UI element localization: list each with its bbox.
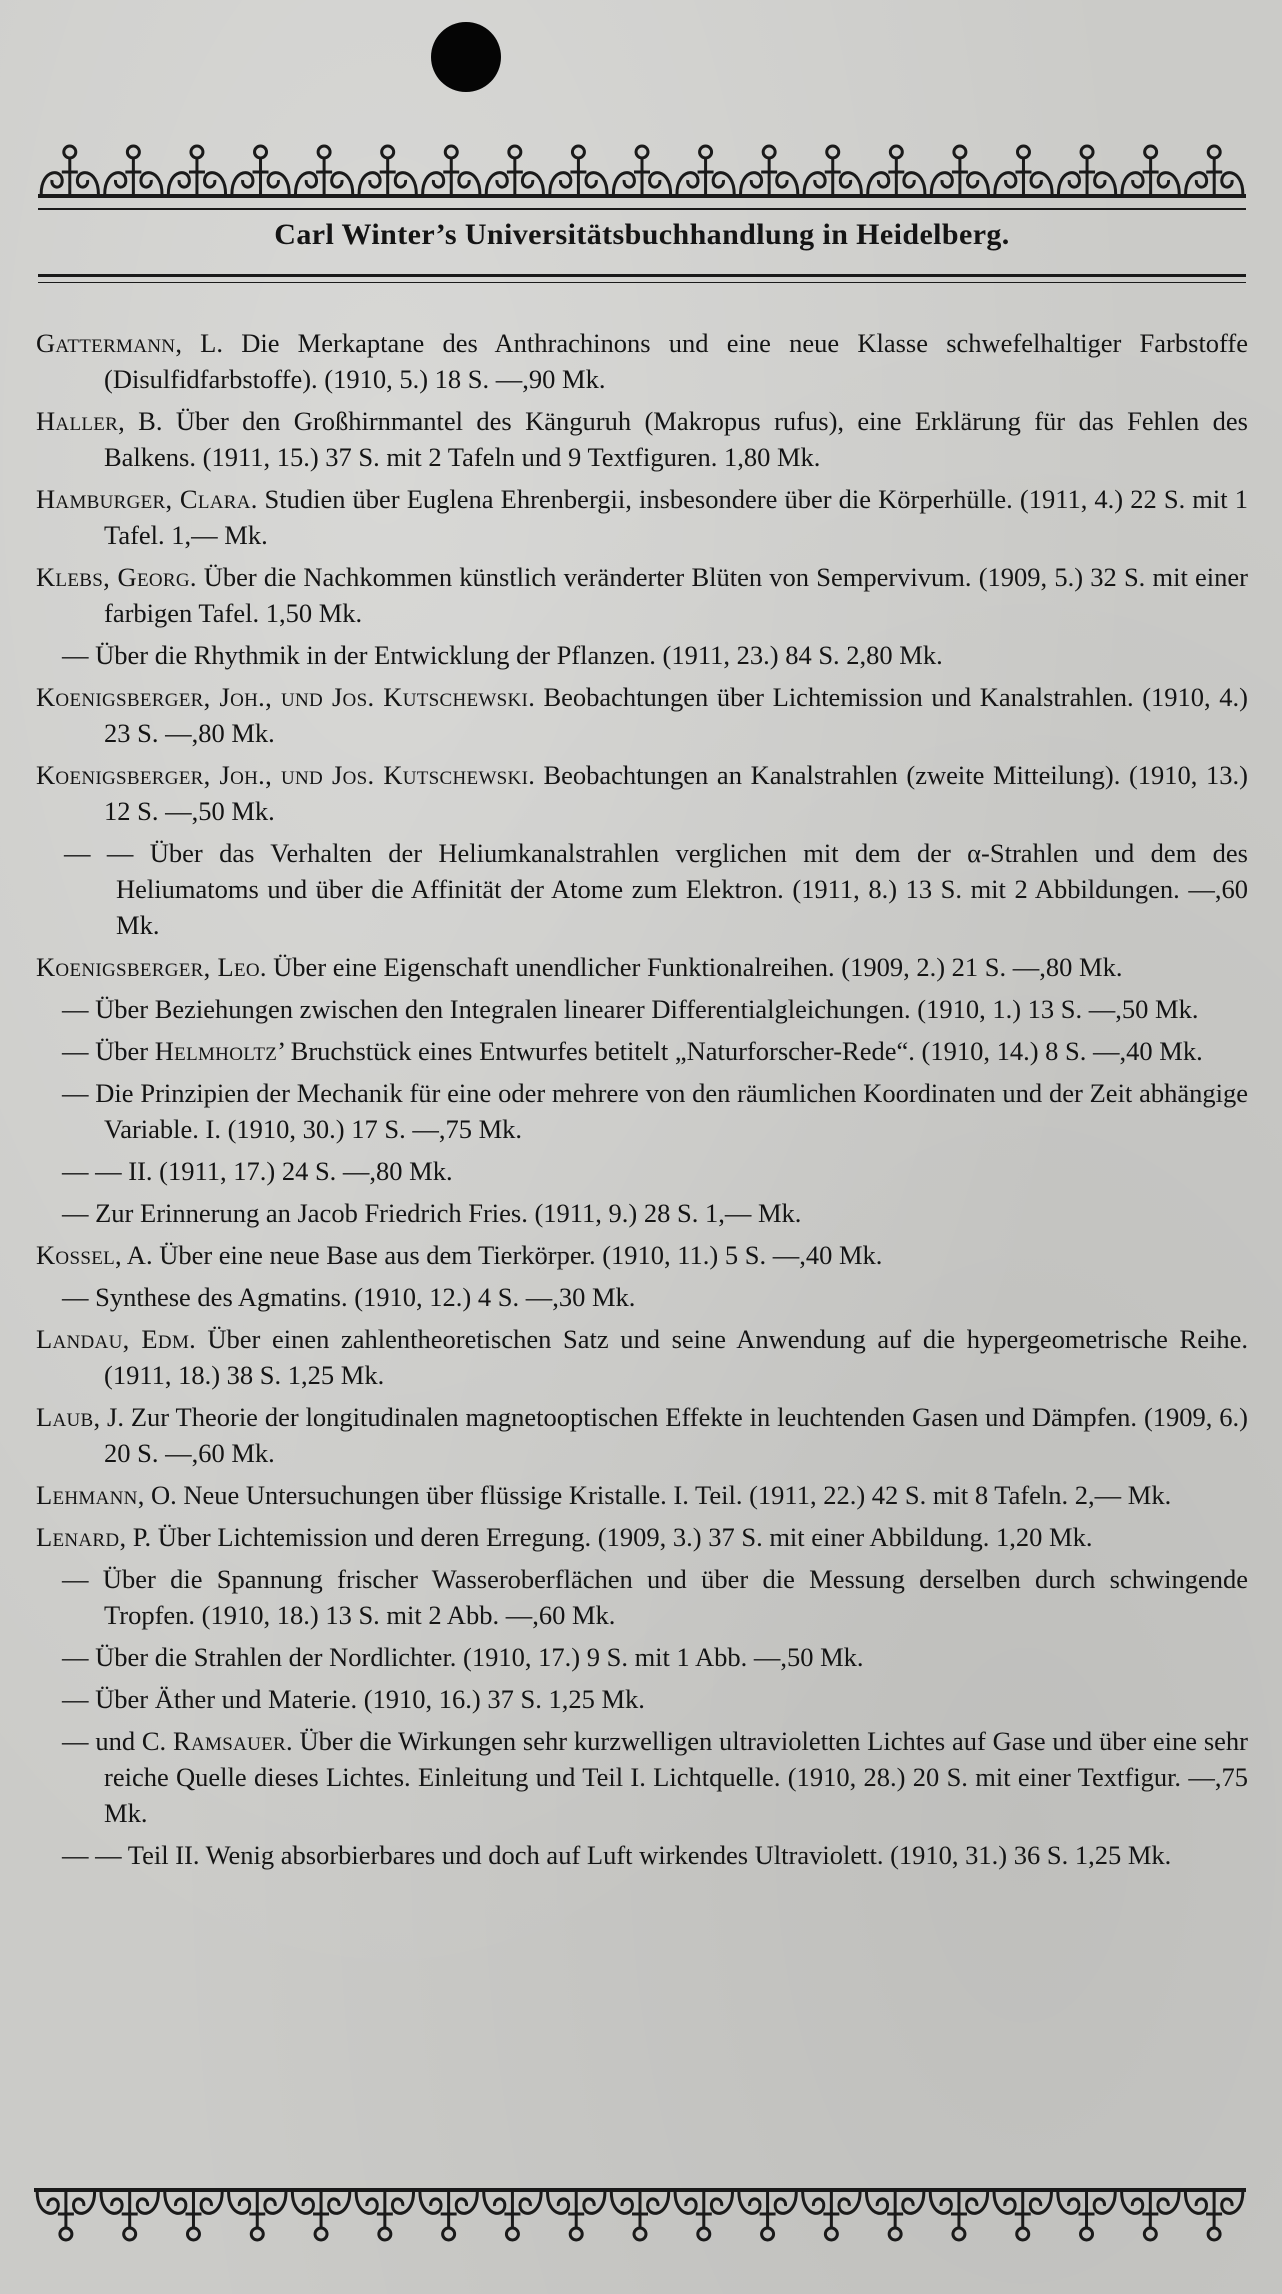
entry-text: — Über xyxy=(62,1036,155,1066)
entry-author: Kossel xyxy=(36,1240,116,1270)
catalog-entry xyxy=(36,559,1248,631)
entry-text: . Studien über Euglena Ehrenbergii, insbesondere über die Körperhülle. (1911, 4.) 22 S. mit 1 Tafel. 1,— Mk. xyxy=(104,484,1248,550)
catalog-entry xyxy=(36,679,1248,751)
catalog-entry xyxy=(36,757,1248,829)
entry-text: ’ Bruchstück eines Entwurfes betitelt „Naturforscher-Rede“. (1910, 14.) 8 S. —,40 Mk. xyxy=(277,1036,1203,1066)
entry-text: . Über eine Eigenschaft unendlicher Funktionalreihen. (1909, 2.) 21 S. —,80 Mk. xyxy=(259,952,1123,982)
entry-text: — Über die Spannung frischer Wasseroberflächen und über die Messung derselben durch schwingende Tropfen. (1910, 18.) 13 S. mit 2 Abb. —,60 Mk. xyxy=(62,1564,1248,1630)
entry-text: — Synthese des Agmatins. (1910, 12.) 4 S. —,30 Mk. xyxy=(62,1282,636,1312)
catalog-entry xyxy=(36,325,1248,397)
ornament-border-bottom xyxy=(34,2184,1246,2244)
entry-text: . Über die Nachkommen künstlich veränderter Blüten von Sempervivum. (1909, 5.) 32 S. mit einer farbigen Tafel. 1,50 Mk. xyxy=(104,562,1248,628)
catalog-entry xyxy=(36,1519,1248,1555)
catalog-subentry xyxy=(36,835,1248,943)
catalog-subentry xyxy=(36,1279,1248,1315)
entry-text: , B. Über den Großhirnmantel des Känguruh (Makropus rufus), eine Erklärung für das Fehlen des Balkens. (1911, 15.) 37 S. mit 2 Tafeln und 9 Textfiguren. 1,80 Mk. xyxy=(104,406,1248,472)
catalog-entry xyxy=(36,1237,1248,1273)
entry-text: . Über einen zahlentheoretischen Satz und seine Anwendung auf die hypergeometrische Reihe. (1911, 18.) 38 S. 1,25 Mk. xyxy=(104,1324,1248,1390)
catalog-subentry xyxy=(36,1723,1248,1831)
entry-text: , L. Die Merkaptane des Anthrachinons und eine neue Klasse schwefelhaltiger Farbstoffe (Disulfidfarbstoffe). (1910, 5.) 18 S. —,90 Mk. xyxy=(104,328,1248,394)
entry-author: Gattermann xyxy=(36,328,176,358)
catalog-entry xyxy=(36,1321,1248,1393)
entry-text: . Beobachtungen an Kanalstrahlen (zweite Mitteilung). (1910, 13.) 12 S. —,50 Mk. xyxy=(104,760,1249,826)
header-rule-top xyxy=(38,208,1246,210)
entry-author: Hamburger, Clara xyxy=(36,484,251,514)
entry-author: Koenigsberger, Leo xyxy=(36,952,260,982)
entry-author: Lehmann xyxy=(36,1480,138,1510)
entry-text: , O. Neue Untersuchungen über flüssige Kristalle. I. Teil. (1911, 22.) 42 S. mit 8 Tafeln. 2,— Mk. xyxy=(137,1480,1172,1510)
entry-text: . Über die Wirkungen sehr kurzwelligen ultravioletten Lichtes auf Gase und über eine sehr reiche Quelle dieses Lichtes. Einleitung und Teil I. Lichtquelle. (1910, 28.) 20 S. mit einer Textfigur. —,75 Mk. xyxy=(104,1726,1248,1828)
entry-text: — und C. xyxy=(62,1726,174,1756)
entry-author: Landau, Edm xyxy=(36,1324,190,1354)
entry-author: Laub xyxy=(36,1402,94,1432)
entry-text: — — Teil II. Wenig absorbierbares und doch auf Luft wirkendes Ultraviolett. (1910, 31.) 36 S. 1,25 Mk. xyxy=(62,1840,1172,1870)
catalog-entries xyxy=(36,325,1248,1879)
page-header-title: Carl Winter’s Universitätsbuchhandlung in Heidelberg. xyxy=(274,218,1010,251)
catalog-subentry xyxy=(36,1639,1248,1675)
catalog-entry xyxy=(36,1399,1248,1471)
entry-text: — Über die Rhythmik in der Entwicklung der Pflanzen. (1911, 23.) 84 S. 2,80 Mk. xyxy=(62,640,943,670)
catalog-entry xyxy=(36,403,1248,475)
entry-text: — Zur Erinnerung an Jacob Friedrich Fries. (1911, 9.) 28 S. 1,— Mk. xyxy=(62,1198,802,1228)
entry-author: Koenigsberger, Joh., und Jos. Kutschewski xyxy=(36,682,529,712)
header-rule-bottom-thin xyxy=(38,282,1246,283)
entry-text: , A. Über eine neue Base aus dem Tierkörper. (1910, 11.) 5 S. —,40 Mk. xyxy=(115,1240,883,1270)
entry-text: . Beobachtungen über Lichtemission und Kanalstrahlen. (1910, 4.) 23 S. —,80 Mk. xyxy=(104,682,1248,748)
catalog-subentry xyxy=(36,1837,1248,1873)
entry-text: — Über Äther und Materie. (1910, 16.) 37 S. 1,25 Mk. xyxy=(62,1684,645,1714)
entry-text: — Über die Strahlen der Nordlichter. (1910, 17.) 9 S. mit 1 Abb. —,50 Mk. xyxy=(62,1642,864,1672)
entry-name: Ramsauer xyxy=(173,1726,286,1756)
entry-text: — — Über das Verhalten der Heliumkanalstrahlen verglichen mit dem der α-Strahlen und dem des Heliumatoms und über die Affinität der Atome zum Elektron. (1911, 8.) 13 S. mit 2 Abbildungen. —,60 Mk. xyxy=(64,838,1248,940)
catalog-subentry xyxy=(36,1561,1248,1633)
catalog-subentry xyxy=(36,637,1248,673)
catalog-subentry xyxy=(36,1033,1248,1069)
catalog-entry xyxy=(36,481,1248,553)
entry-author: Lenard xyxy=(36,1522,120,1552)
catalog-subentry xyxy=(36,1681,1248,1717)
entry-text: — — II. (1911, 17.) 24 S. —,80 Mk. xyxy=(62,1156,453,1186)
punch-hole xyxy=(431,22,501,92)
catalog-entry xyxy=(36,1477,1248,1513)
ornament-border-top xyxy=(38,140,1246,202)
entry-name: Helmholtz xyxy=(154,1036,278,1066)
catalog-entry xyxy=(36,949,1248,985)
entry-author: Haller xyxy=(36,406,119,436)
catalog-subentry xyxy=(36,1195,1248,1231)
entry-author: Koenigsberger, Joh., und Jos. Kutschewski xyxy=(36,760,529,790)
entry-text: , J. Zur Theorie der longitudinalen magnetooptischen Effekte in leuchtenden Gasen und Dämpfen. (1909, 6.) 20 S. —,60 Mk. xyxy=(93,1402,1248,1468)
catalog-subentry xyxy=(36,991,1248,1027)
entry-text: , P. Über Lichtemission und deren Erregung. (1909, 3.) 37 S. mit einer Abbildung. 1,20 Mk. xyxy=(119,1522,1093,1552)
entry-text: — Über Beziehungen zwischen den Integralen linearer Differentialgleichungen. (1910, 1.) 13 S. —,50 Mk. xyxy=(62,994,1199,1024)
catalog-subentry xyxy=(36,1153,1248,1189)
catalog-subentry xyxy=(36,1075,1248,1147)
entry-author: Klebs, Georg xyxy=(36,562,190,592)
header-rule-bottom-thick xyxy=(38,274,1246,277)
entry-text: — Die Prinzipien der Mechanik für eine oder mehrere von den räumlichen Koordinaten und der Zeit abhängige Variable. I. (1910, 30.) 17 S. —,75 Mk. xyxy=(62,1078,1248,1144)
